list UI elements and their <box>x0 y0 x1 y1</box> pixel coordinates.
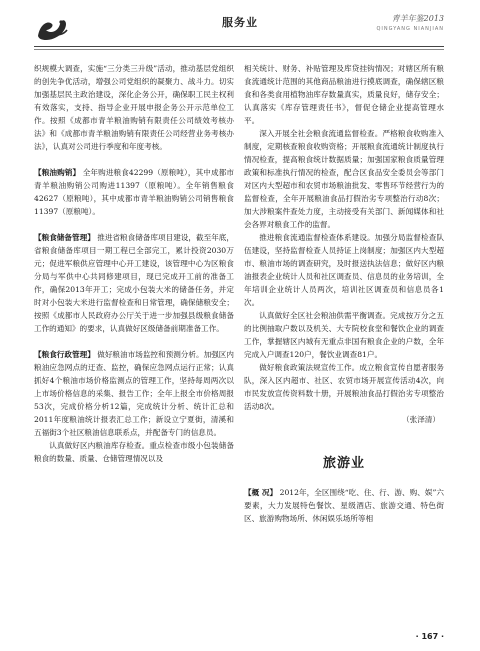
header-rule <box>34 46 444 47</box>
grain-admin-text: 做好粮油市场监控和预测分析。加强区内粮油应急网点的迂查、监控，确保应急网点运行正常；认真抓好4个粮油市场价格监测点的管理工作，坚持每周两次以上市场价格信息的采集、报告工作；全年上报全市价格周报53次，完成价格分析12篇，完成统计分析、统计汇总和2011年度粮油统计报表汇总工作；新设立宁夏街，清溪和五福街3个社区粮油信息联系点，并配备专门的信息员。 <box>34 350 234 437</box>
yearbook-pinyin: QINGYANG NIANJIAN <box>376 26 444 32</box>
paragraph-grain-admin <box>34 348 234 439</box>
right-column <box>244 62 444 525</box>
yearbook-logo-icon <box>34 14 70 44</box>
paragraph-grain-trade <box>34 166 234 218</box>
page-number: · 167 · <box>415 632 444 641</box>
grain-trade-text: 全年购进粮食42299（原粮吨），其中成都市青羊粮油购销公司购进11397（原粮吨）。全年销售粮食42627（原粮吨），其中成都市青羊粮油购销公司销售粮食11397（原粮吨）。 <box>34 168 234 216</box>
paragraph-inventory-continued: 相关统计、财务、补贴管理及库贷挂钩情况；对辖区所有粮食流通统计范围的其他商品粮油进行摸底调查，确保辖区粮食和各类食用植物油库存数量真实，质量良好，储存安全；认真落实《库存管理责任书》，督促仓储企业提高管理水平。 <box>244 64 444 125</box>
keyword-grain-admin: 【粮食行政管理】 <box>34 350 95 359</box>
keyword-overview: 【概 况】 <box>244 488 278 497</box>
page-header <box>0 0 480 60</box>
paragraph-grain-reserve <box>34 231 234 335</box>
grain-reserve-text: 推进省粮食储备库项目建设，截至年底，省粮食储备库项目一期工程已全部完工，累计投资2030万元；促进军粮供应管理中心开工建设，该管理中心为区粮食分局与军供中心共同修建项目，现已完成开工前的准备工作，确保2013年开工；完成小包装大米的储备任务，并定时对小包装大米进行监督检查和日常管理，确保储粮安全；按照《成都市人民政府办公厅关于进一步加强县级粮食储备工作的通知》的要求，认真做好区级储备前期准备工作。 <box>34 233 234 333</box>
tourism-section-heading: 旅游业 <box>322 456 365 471</box>
author-signature: （张泽清） <box>402 415 440 424</box>
keyword-grain-reserve: 【粮食储备管理】 <box>34 233 95 242</box>
tourism-overview-text: 2012年，全区围绕“吃、住、行、游、购、娱”六要素，大力发展特色餐饮、星级酒店、旅游交通、特色街区、旅游购物场所、休闲娱乐场所等相 <box>244 488 444 523</box>
paragraph-party-building: 织规模大调查，实施“三分类三升级”活动，推动基层党组织的创先争优活动，增强公司党组织的凝聚力、战斗力。切实加强基层民主政治建设，深化企务公开，确保职工民主权利有效落实，支持、指导企业开展申报企务公开示范单位工作。按照《成都市青羊粮油购销有限责任公司绩效考核办法》和《成都市青羊粮油购销有限责任公司经营业务考核办法》，认真对公司进行季度和年度考核。 <box>34 64 234 151</box>
paragraph-supply-demand: 认真做好全区社会粮油供需平衡调查。完成按万分之五的比例抽取户数以及机关、大专院校食堂和餐饮企业的调查工作，掌握辖区内城有无重点非国有粮食企业的户数，全年完成入户调查120户，餐饮业调查81户。 <box>244 311 444 359</box>
left-column <box>34 62 234 465</box>
paragraph-tourism-overview <box>244 486 444 525</box>
yearbook-title: 青羊年鉴2013 <box>391 14 444 23</box>
header-rule-thin <box>34 49 444 50</box>
paragraph-policy-promotion: 做好粮食政策法规宣传工作。成立粮食宣传自愿者服务队，深入区内超市、社区、农贸市场开展宣传活动4次，向市民发放宣传资料数十册，开展粮油食品打假治劣专项整治活动8次。 <box>244 363 444 411</box>
paragraph-inventory-check: 认真做好区内粮油库存检查。重点检查市级小包装储备粮食的数量、质量、仓储管理情况以及 <box>34 441 234 463</box>
paragraph-supervision: 深入开展全社会粮食流通监督检查。严格粮食收购准入制度，定期核查粮食收购资格；开展粮食流通统计制度执行情况检查，提高粮食统计数据质量；加强国家粮食质量管理政策和标准执行情况的检查，配合区食品安全委员会等部门对区内大型超市和农贸市场粮油批发、零售环节经营行为的监督检查，全年开展粮油食品打假治劣专项整治行动8次；加大涉粮案件查处力度，主动接受有关部门、新闻媒体和社会各界对粮食工作的监督。 <box>244 129 444 229</box>
paragraph-supervision-system: 推进粮食流通监督检查体系建设。加强分局监督检查队伍建设，坚持监督检查人员持证上岗制度；加强区内大型超市、粮油市场的调查研究，及时报送执法信息；做好区内粮油报表企业统计人员和社区调查员、信息员的业务培训，全年培训企业统计人员两次，培训社区调查员和信息员各1次。 <box>244 233 444 307</box>
keyword-grain-trade: 【粮油购销】 <box>34 168 81 177</box>
section-title: 服务业 <box>222 16 258 29</box>
